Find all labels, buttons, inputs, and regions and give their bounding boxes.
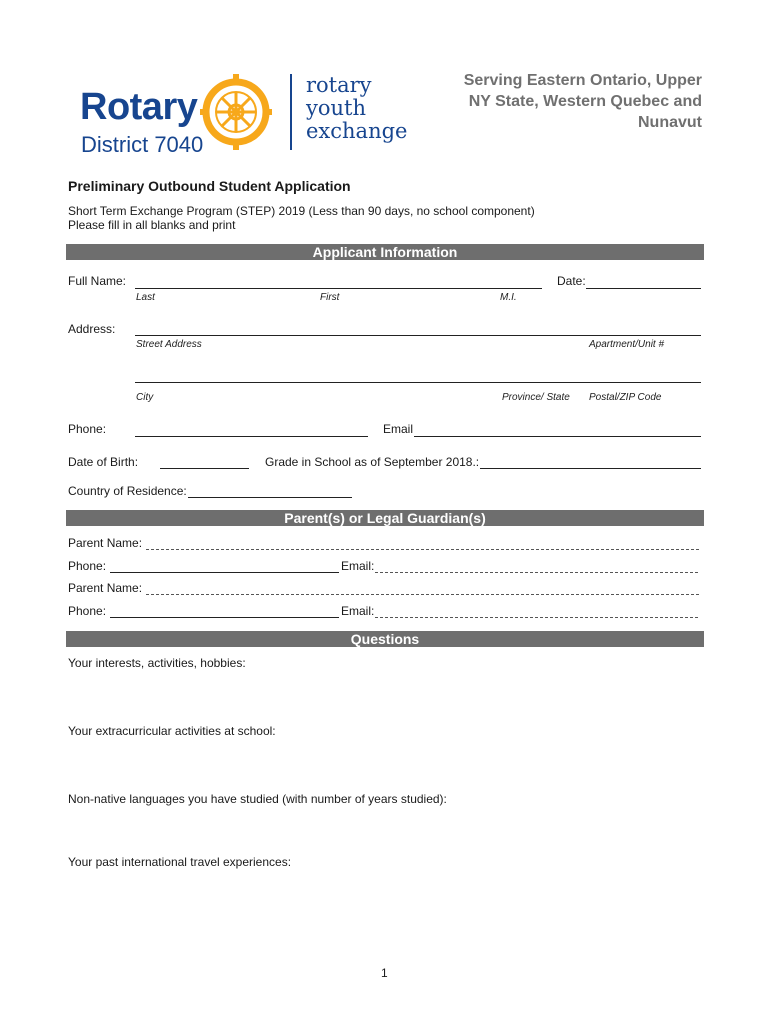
serving-region-heading [464,70,702,133]
date-of-birth-input[interactable] [161,452,248,468]
rotary-wheel-icon [200,74,272,150]
district-label: District 7040 [81,132,204,157]
phone-label: Phone: [68,422,107,436]
postal-code-caption: Postal/ZIP Code [589,392,662,403]
apartment-caption: Apartment/Unit # [589,339,665,350]
parent-2-name-line [146,594,699,595]
serving-line-1: Serving Eastern Ontario, Upper [463,72,702,89]
date-of-birth-line [160,468,249,469]
city-province-postal-input[interactable] [136,366,700,382]
parent-2-name-input[interactable] [147,578,698,594]
first-name-caption: First [320,292,340,303]
parent-2-phone-line [110,617,339,618]
email-line [414,436,701,437]
section-parents-guardians: Parent(s) or Legal Guardian(s) [66,510,704,526]
date-of-birth-label: Date of Birth: [68,455,139,469]
section-applicant-information: Applicant Information [66,244,704,260]
street-address-input[interactable] [136,319,700,335]
serving-line-2: NY State, Western Quebec and [468,93,702,110]
date-input[interactable] [587,272,700,288]
parent-1-email-label: Email: [341,559,375,573]
program-line-1: rotary [306,73,372,97]
date-line [586,288,701,289]
program-line-3: exchange [306,119,408,143]
grade-input[interactable] [481,452,700,468]
parent-1-email-input[interactable] [376,556,697,572]
parent-2-email-input[interactable] [376,601,697,617]
parent-1-name-input[interactable] [147,533,698,549]
date-label: Date: [557,274,586,288]
serving-line-3: Nunavut [638,114,702,131]
country-of-residence-label: Country of Residence: [68,484,187,498]
city-line [135,382,701,383]
full-name-line [135,288,542,289]
country-line [188,497,352,498]
address-label: Address: [68,322,116,336]
program-description: Short Term Exchange Program (STEP) 2019 (Less than 90 days, no school component) [68,204,535,218]
parent-1-phone-line [110,572,339,573]
email-label: Email [383,422,414,436]
rotary-wordmark: Rotary [80,86,198,128]
parent-2-email-line [375,617,698,618]
logo-divider [290,74,292,150]
parent-2-phone-input[interactable] [111,601,338,617]
grade-line [480,468,701,469]
full-name-input[interactable] [136,272,541,288]
question-interests: Your interests, activities, hobbies: [68,656,246,670]
province-caption: Province/ State [502,392,570,403]
question-travel: Your past international travel experiences: [68,855,292,869]
parent-1-name-label: Parent Name: [68,536,143,550]
question-languages: Non-native languages you have studied (with number of years studied): [68,792,447,806]
middle-initial-caption: M.I. [500,292,517,303]
parent-1-phone-input[interactable] [111,556,338,572]
extracurricular-answer[interactable] [66,742,708,790]
travel-answer[interactable] [66,873,708,957]
last-name-caption: Last [136,292,155,303]
country-input[interactable] [189,481,351,497]
email-input[interactable] [415,420,700,436]
form-title: Preliminary Outbound Student Application [68,178,351,194]
interests-answer[interactable] [66,674,708,722]
street-address-caption: Street Address [136,339,202,350]
question-extracurricular: Your extracurricular activities at school: [68,724,276,738]
grade-label: Grade in School as of September 2018.: [265,455,480,469]
phone-line [135,436,368,437]
full-name-label: Full Name: [68,274,127,288]
program-line-2: youth [306,96,366,120]
parent-1-phone-label: Phone: [68,559,107,573]
parent-2-email-label: Email: [341,604,375,618]
instructions: Please fill in all blanks and print [68,218,236,232]
phone-input[interactable] [136,420,367,436]
city-caption: City [136,392,154,403]
parent-2-phone-label: Phone: [68,604,107,618]
parent-1-email-line [375,572,698,573]
section-questions: Questions [66,631,704,647]
parent-1-name-line [146,549,699,550]
youth-exchange-wordmark [306,74,407,143]
languages-answer[interactable] [66,810,708,858]
parent-2-name-label: Parent Name: [68,581,143,595]
page-number: 1 [381,966,388,980]
street-address-line [135,335,701,336]
